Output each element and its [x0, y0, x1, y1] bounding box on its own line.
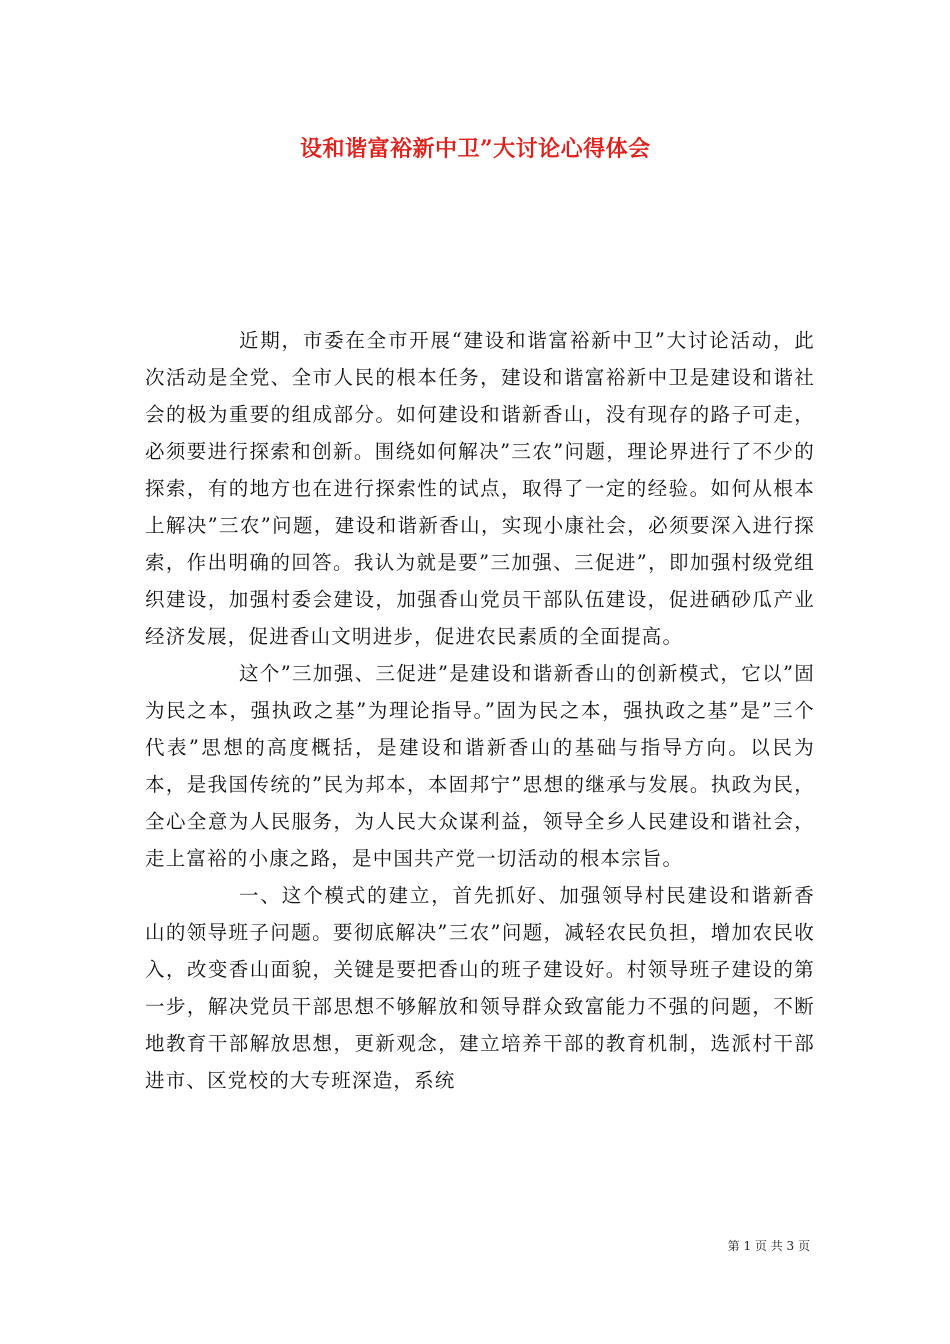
paragraph-3: 一、这个模式的建立，首先抓好、加强领导村民建设和谐新香山的领导班子问题。要彻底解决”三农”问题，减轻农民负担，增加农民收入，改变香山面貌，关键是要把香山的班子建设好。村领导班子建设的第一步，解决党员干部思想不够解放和领导群众致富能力不强的问题，不断地教育干部解放思想，更新观念，建立培养干部的教育机制，选派村干部进市、区党校的大专班深造，系统 — [145, 884, 815, 1092]
page-number: 第 1 页 共 3 页 — [727, 1239, 810, 1253]
paragraph-2: 这个”三加强、三促进”是建设和谐新香山的创新模式，它以”固为民之本，强执政之基”为理论指导。”固为民之本，强执政之基”是”三个代表”思想的高度概括，是建设和谐新香山的基础与指导方向。以民为本，是我国传统的”民为邦本，本固邦宁”思想的继承与发展。执政为民，全心全意为人民服务，为人民大众谋利益，领导全乡人民建设和谐社会，走上富裕的小康之路，是中国共产党一切活动的根本宗旨。 — [145, 662, 815, 870]
document-title: 设和谐富裕新中卫”大讨论心得体会 — [300, 136, 651, 162]
paragraph-1: 近期，市委在全市开展“建设和谐富裕新中卫”大讨论活动，此次活动是全党、全市人民的根本任务，建设和谐富裕新中卫是建设和谐社会的极为重要的组成部分。如何建设和谐新香山，没有现存的路子可走，必须要进行探索和创新。围绕如何解决”三农”问题，理论界进行了不少的探索，有的地方也在进行探索性的试点，取得了一定的经验。如何从根本上解决”三农”问题，建设和谐新香山，实现小康社会，必须要深入进行探索，作出明确的回答。我认为就是要”三加强、三促进”，即加强村级党组织建设，加强村委会建设，加强香山党员干部队伍建设，促进硒砂瓜产业经济发展，促进香山文明进步，促进农民素质的全面提高。 — [145, 329, 815, 648]
document-body — [145, 322, 815, 1099]
